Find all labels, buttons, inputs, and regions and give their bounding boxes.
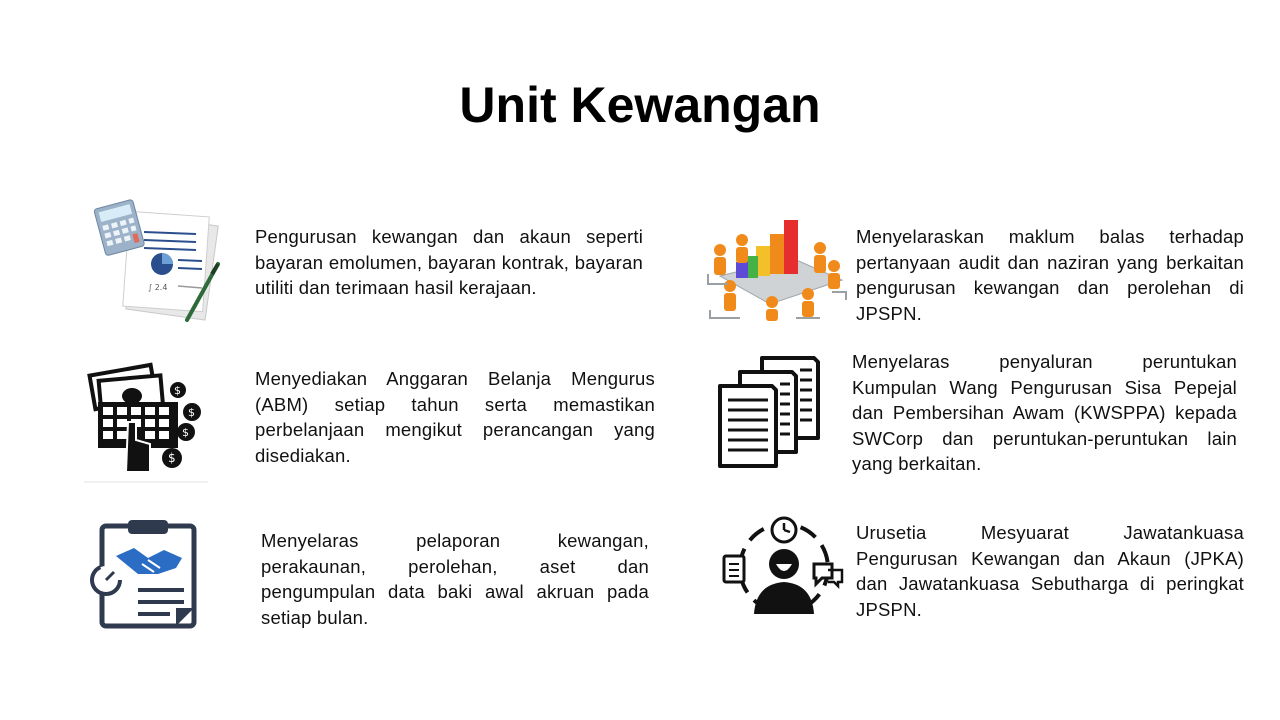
item-text-4: Menyelaraskan maklum balas terhadap pertanyaan audit dan naziran yang berkaitan pengurusan kewangan dan perolehan di JPSPN. xyxy=(856,226,1244,324)
svg-text:$: $ xyxy=(182,426,189,439)
svg-text:$: $ xyxy=(168,451,176,465)
documents-icon xyxy=(714,354,824,474)
secretariat-person-icon xyxy=(718,516,848,616)
item-text-6: Urusetia Mesyuarat Jawatankuasa Pengurusan Kewangan dan Akaun (JPKA) dan Jawatankuasa Sebutharga di peringkat JPSPN. xyxy=(856,522,1244,620)
item-text-3: Menyelaras pelaporan kewangan, perakaunan, perolehan, aset dan pengumpulan data baki awal akruan pada setiap bulan. xyxy=(261,530,649,628)
audit-meeting-icon xyxy=(700,214,850,322)
item-text-5: Menyelaras penyaluran peruntukan Kumpulan Wang Pengurusan Sisa Pepejal dan Pembersihan Awam (KWSPPA) kepada SWCorp dan peruntukan-peruntukan lain yang berkaitan. xyxy=(852,351,1237,474)
budget-calculator-icon xyxy=(84,360,212,484)
svg-text:$: $ xyxy=(188,406,195,419)
svg-text:∫ 2.4: ∫ 2.4 xyxy=(148,283,168,292)
finance-report-icon xyxy=(92,198,227,326)
item-text-2: Menyediakan Anggaran Belanja Mengurus (ABM) setiap tahun serta memastikan perbelanjaan mengikut perancangan yang disediakan. xyxy=(255,368,655,466)
item-text-1: Pengurusan kewangan dan akaun seperti bayaran emolumen, bayaran kontrak, bayaran utiliti dan terimaan hasil kerajaan. xyxy=(255,226,643,298)
svg-text:$: $ xyxy=(174,384,181,397)
clipboard-handshake-icon xyxy=(84,518,204,630)
page-title: Unit Kewangan xyxy=(459,77,821,133)
